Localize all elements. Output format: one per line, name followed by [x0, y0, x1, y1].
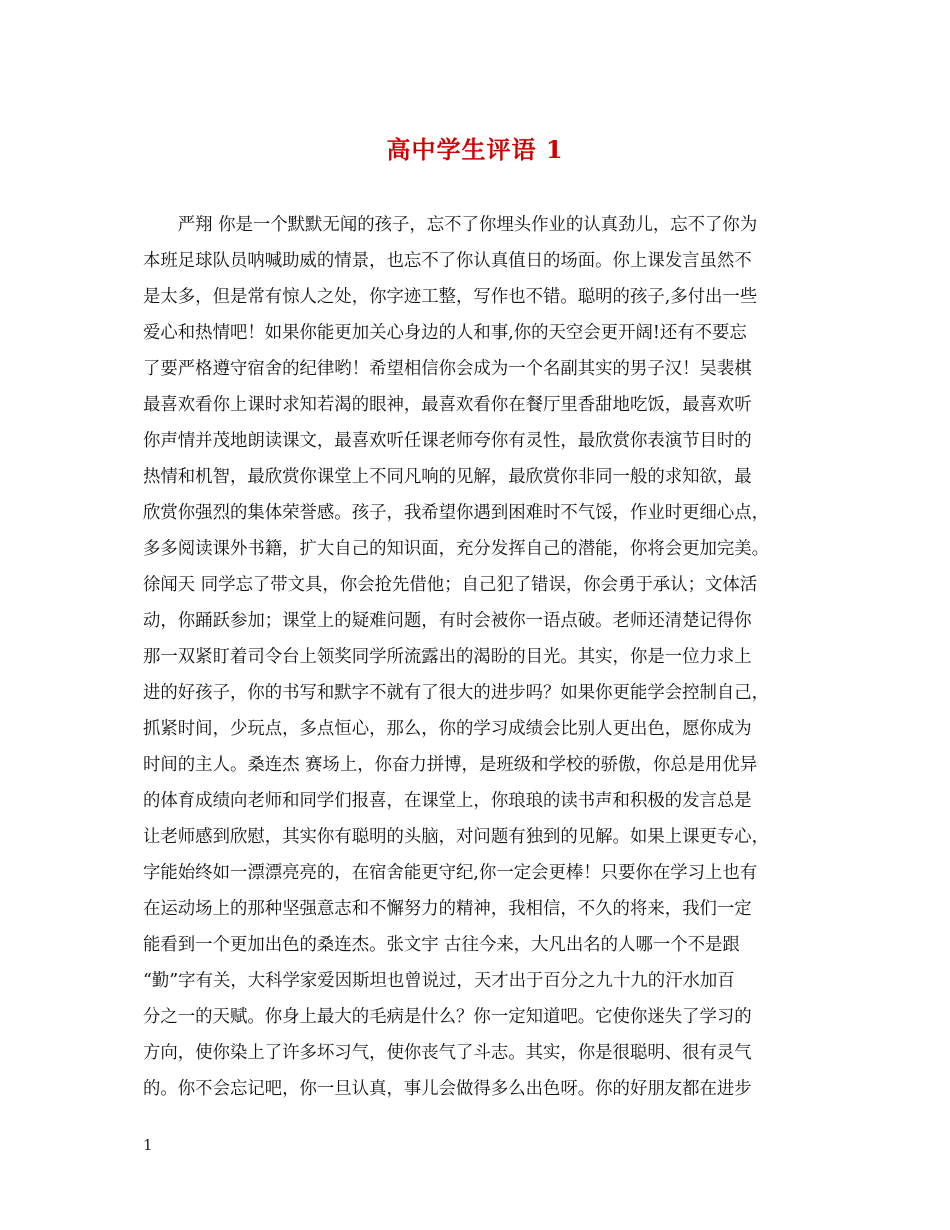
body-line: 热情和机智，最欣赏你课堂上不同凡响的见解，最欣赏你非同一般的求知欲，最	[143, 467, 752, 487]
page-number: 1	[143, 1136, 153, 1154]
body-line: 能看到一个更加出色的桑连杰。张文宇 古往今来，大凡出名的人哪一个不是跟	[143, 935, 740, 955]
body-line: 动，你踊跃参加；课堂上的疑难问题，有时会被你一语点破。老师还清楚记得你	[143, 611, 752, 631]
body-line: 爱心和热情吧！如果你能更加关心身边的人和事,你的天空会更开阔!还有不要忘	[143, 323, 747, 343]
body-line: 是太多，但是常有惊人之处，你字迹工整，写作也不错。聪明的孩子,多付出一些	[143, 287, 758, 307]
body-line: 抓紧时间，少玩点，多点恒心，那么，你的学习成绩会比别人更出色，愿你成为	[143, 719, 752, 739]
body-line: 的。你不会忘记吧，你一旦认真，事儿会做得多么出色呀。你的好朋友都在进步	[143, 1079, 752, 1099]
body-line: 本班足球队员呐喊助威的情景，也忘不了你认真值日的场面。你上课发言虽然不	[143, 251, 752, 271]
body-line: 欣赏你强烈的集体荣誉感。孩子，我希望你遇到困难时不气馁，作业时更细心点，	[143, 503, 770, 523]
body-line: 严翔 你是一个默默无闻的孩子，忘不了你埋头作业的认真劲儿，忘不了你为	[143, 215, 758, 235]
document-title: 高中学生评语 1	[386, 135, 564, 164]
body-line: 时间的主人。桑连杰 赛场上，你奋力拼博，是班级和学校的骄傲，你总是用优异	[143, 755, 758, 775]
body-line: 让老师感到欣慰，其实你有聪明的头脑，对问题有独到的见解。如果上课更专心，	[143, 827, 770, 847]
body-line: 最喜欢看你上课时求知若渴的眼神，最喜欢看你在餐厅里香甜地吃饭，最喜欢听	[143, 395, 752, 415]
body-line: 了要严格遵守宿舍的纪律哟！希望相信你会成为一个名副其实的男子汉！吴裴棋	[143, 359, 752, 379]
body-line: 分之一的天赋。你身上最大的毛病是什么？你一定知道吧。它使你迷失了学习的	[143, 1007, 752, 1027]
body-line: 的体育成绩向老师和同学们报喜，在课堂上，你琅琅的读书声和积极的发言总是	[143, 791, 752, 811]
body-line: 多多阅读课外书籍，扩大自己的知识面，充分发挥自己的潜能，你将会更加完美。	[143, 539, 770, 559]
body-line: 在运动场上的那种坚强意志和不懈努力的精神，我相信，不久的将来，我们一定	[143, 899, 752, 919]
body-line: 徐闻天 同学忘了带文具，你会抢先借他；自己犯了错误，你会勇于承认；文体活	[143, 575, 758, 595]
body-line: 那一双紧盯着司令台上领奖同学所流露出的渴盼的目光。其实，你是一位力求上	[143, 647, 752, 667]
body-line: 你声情并茂地朗读课文，最喜欢听任课老师夸你有灵性，最欣赏你表演节目时的	[143, 431, 752, 451]
document-body	[143, 207, 823, 1107]
body-line: 字能始终如一漂漂亮亮的，在宿舍能更守纪,你一定会更棒！只要你在学习上也有	[143, 863, 758, 883]
body-line: “勤”字有关，大科学家爱因斯坦也曾说过，天才出于百分之九十九的汗水加百	[143, 971, 735, 991]
body-line: 方向，使你染上了许多坏习气，使你丧气了斗志。其实，你是很聪明、很有灵气	[143, 1043, 752, 1063]
body-line: 进的好孩子，你的书写和默字不就有了很大的进步吗？如果你更能学会控制自己，	[143, 683, 770, 703]
